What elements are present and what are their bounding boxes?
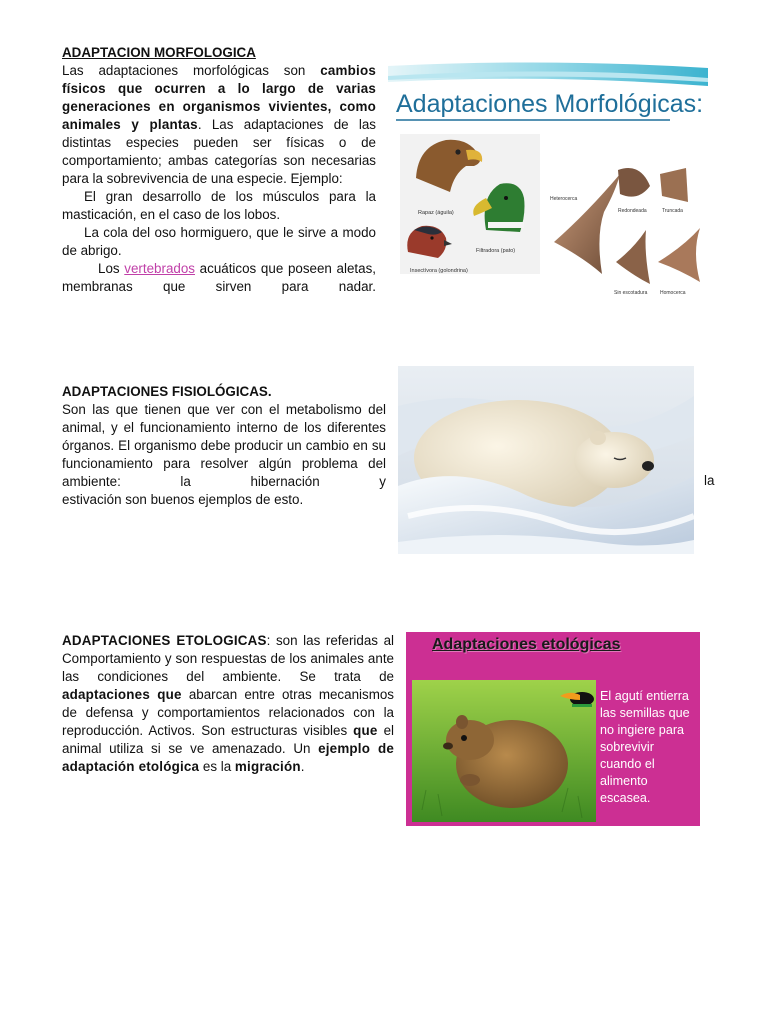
morfologica-bold-definition: cambios físicos que ocurren a lo largo de varias generaciones en organismos vivientes, como animales y plantas xyxy=(62,63,376,132)
etologicas-section: ADAPTACIONES ETOLOGICAS: son las referidas al Comportamiento y son respuestas de los animales ante las condiciones del ambiente. Se trata de adaptaciones que abarcan entre otras mecanismos de defensa y comportamientos relacionados con la reproducción. Activos. Son estructuras visibles que el animal utiliza si se ve amenazado. Un ejemplo de adaptación etológica es la migración. xyxy=(62,633,395,774)
morfologica-figure xyxy=(388,62,708,314)
toucan-logo xyxy=(558,688,596,708)
morfologica-illustration xyxy=(388,62,708,314)
polar-bear-photo xyxy=(398,366,694,554)
vertebrados-link[interactable]: vertebrados xyxy=(124,261,195,276)
svg-text:Insectívora (golondrina): Insectívora (golondrina) xyxy=(410,268,468,274)
etologicas-figure-title: Adaptaciones etológicas xyxy=(432,636,621,653)
fisiologicas-heading: ADAPTACIONES FISIOLÓGICAS. xyxy=(62,384,272,399)
svg-text:Redondeada: Redondeada xyxy=(618,208,647,214)
morfologica-bullet-1: El gran desarrollo de los músculos para la masticación, en el caso de los lobos. xyxy=(62,189,376,222)
morfologica-heading: ADAPTACION MORFOLOGICA xyxy=(62,45,256,60)
etologicas-figure xyxy=(406,632,700,826)
fin-heterocerca-icon xyxy=(554,174,620,274)
svg-text:Filtradora (pato): Filtradora (pato) xyxy=(476,248,516,254)
fin-redondeada-icon xyxy=(618,168,650,197)
svg-text:Heterocerca: Heterocerca xyxy=(550,196,578,202)
morfologica-bullet-3: Los vertebrados acuáticos que poseen aletas, membranas que sirven para nadar. xyxy=(62,261,377,294)
fin-sin-escotadura-icon xyxy=(616,230,650,284)
fin-truncada-icon xyxy=(660,168,688,202)
fisiologicas-wrapped-word: la xyxy=(704,473,715,488)
morfologica-bullet-2: La cola del oso hormiguero, que le sirve a modo de abrigo. xyxy=(62,225,376,258)
fin-homocerca-icon xyxy=(658,228,700,282)
svg-text:Sin escotadura: Sin escotadura xyxy=(614,290,648,296)
fisiologicas-section xyxy=(62,383,386,509)
morfologica-paragraph: Las adaptaciones morfológicas son cambios físicos que ocurren a lo largo de varias generaciones en organismos vivientes, como animales y plantas. Las adaptaciones de las distintas especies pueden ser físicas o de comportamiento; ambas categorías son necesarias para la sobrevivencia de una especie. Ejemplo: xyxy=(62,63,377,186)
fisiologicas-paragraph: Son las que tienen que ver con el metabolismo del animal, y el funcionamiento interno de los diferentes órganos. El organismo debe producir un cambio en su funcionamiento para resolver algún problema del ambiente: la hibernación y estivación son buenos ejemplos de esto. xyxy=(62,402,386,507)
polar-bear-illustration xyxy=(398,366,694,554)
morfologica-section xyxy=(62,44,376,296)
agouti-caption: El agutí entierra las semillas que no ingiere para sobrevivir cuando el alimento escasea. xyxy=(600,689,690,805)
morfologica-figure-title: Adaptaciones Morfológicas: xyxy=(396,90,704,118)
svg-text:Truncada: Truncada xyxy=(662,208,683,214)
svg-text:Homocerca: Homocerca xyxy=(660,290,686,296)
svg-text:Rapaz (águila): Rapaz (águila) xyxy=(418,210,454,216)
etologicas-heading: ADAPTACIONES ETOLOGICAS xyxy=(62,633,267,648)
